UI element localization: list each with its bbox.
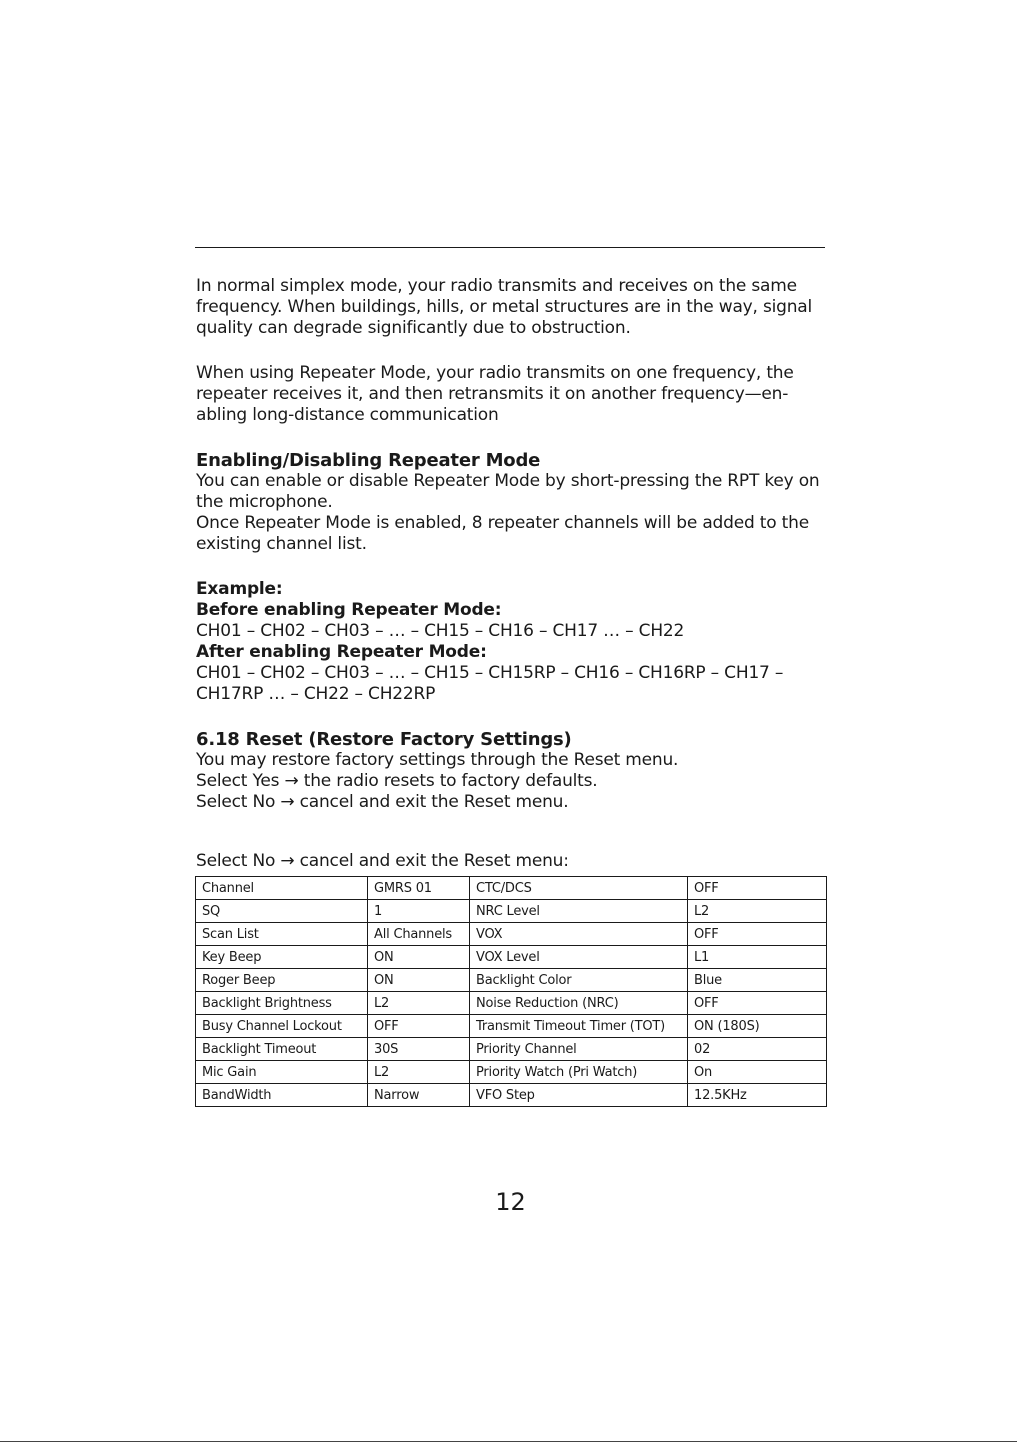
setting-value-cell: Narrow xyxy=(368,1084,470,1107)
setting-value-cell: ON (180S) xyxy=(688,1015,827,1038)
setting-name-cell: Busy Channel Lockout xyxy=(196,1015,368,1038)
table-row xyxy=(196,923,827,946)
reset-instruction-menu: You may restore factory settings through the Reset menu. xyxy=(196,750,679,770)
setting-name-cell: Mic Gain xyxy=(196,1061,368,1084)
factory-settings-table xyxy=(195,876,827,1107)
setting-value-cell: OFF xyxy=(688,992,827,1015)
table-row xyxy=(196,1084,827,1107)
setting-value-cell: OFF xyxy=(688,923,827,946)
example-after-sequence-line1: CH01 – CH02 – CH03 – … – CH15 – CH15RP – CH16 – CH16RP – CH17 – xyxy=(196,663,784,683)
example-before-sequence: CH01 – CH02 – CH03 – … – CH15 – CH16 – CH17 … – CH22 xyxy=(196,621,685,641)
setting-name-cell: CTC/DCS xyxy=(470,877,688,900)
page-bottom-border xyxy=(0,1441,1017,1442)
setting-value-cell: 12.5KHz xyxy=(688,1084,827,1107)
example-before-label: Before enabling Repeater Mode: xyxy=(196,600,502,620)
intro-paragraph-repeater: When using Repeater Mode, your radio transmits on one frequency, the repeater receives it, and then retransmits it on another frequency—en-abling long-distance communication xyxy=(196,363,794,425)
reset-instruction-no: Select No → cancel and exit the Reset menu. xyxy=(196,792,569,812)
setting-value-cell: L2 xyxy=(688,900,827,923)
setting-name-cell: Scan List xyxy=(196,923,368,946)
setting-value-cell: OFF xyxy=(368,1015,470,1038)
page-content xyxy=(196,276,828,872)
setting-value-cell: On xyxy=(688,1061,827,1084)
setting-name-cell: BandWidth xyxy=(196,1084,368,1107)
repeater-instruction-rpt: You can enable or disable Repeater Mode by short-pressing the RPT key on the microphone. xyxy=(196,471,820,512)
settings-table-caption: Select No → cancel and exit the Reset menu: xyxy=(196,851,569,871)
table-row xyxy=(196,877,827,900)
repeater-instruction-channels: Once Repeater Mode is enabled, 8 repeater channels will be added to the existing channel list. xyxy=(196,513,809,554)
setting-value-cell: L1 xyxy=(688,946,827,969)
setting-value-cell: L2 xyxy=(368,1061,470,1084)
intro-paragraph-simplex: In normal simplex mode, your radio transmits and receives on the same frequency. When buildings, hills, or metal structures are in the way, signal quality can degrade significantly due to obstruction. xyxy=(196,276,813,338)
setting-name-cell: Transmit Timeout Timer (TOT) xyxy=(470,1015,688,1038)
setting-value-cell: L2 xyxy=(368,992,470,1015)
example-after-sequence-line2: CH17RP … – CH22 – CH22RP xyxy=(196,684,436,704)
table-row xyxy=(196,946,827,969)
setting-name-cell: VOX xyxy=(470,923,688,946)
reset-instruction-yes: Select Yes → the radio resets to factory defaults. xyxy=(196,771,598,791)
setting-name-cell: Roger Beep xyxy=(196,969,368,992)
setting-name-cell: VOX Level xyxy=(470,946,688,969)
table-row xyxy=(196,1061,827,1084)
table-row xyxy=(196,1015,827,1038)
setting-name-cell: Channel xyxy=(196,877,368,900)
setting-name-cell: Backlight Timeout xyxy=(196,1038,368,1061)
example-after-label: After enabling Repeater Mode: xyxy=(196,642,487,662)
setting-name-cell: Backlight Brightness xyxy=(196,992,368,1015)
setting-value-cell: 30S xyxy=(368,1038,470,1061)
setting-value-cell: Blue xyxy=(688,969,827,992)
settings-table-body xyxy=(196,877,827,1107)
table-row xyxy=(196,1038,827,1061)
setting-name-cell: Noise Reduction (NRC) xyxy=(470,992,688,1015)
setting-value-cell: 02 xyxy=(688,1038,827,1061)
setting-name-cell: Priority Channel xyxy=(470,1038,688,1061)
setting-name-cell: NRC Level xyxy=(470,900,688,923)
setting-value-cell: ON xyxy=(368,946,470,969)
setting-value-cell: GMRS 01 xyxy=(368,877,470,900)
page-number: 12 xyxy=(495,1188,526,1216)
setting-name-cell: Key Beep xyxy=(196,946,368,969)
example-title: Example: xyxy=(196,579,283,599)
setting-value-cell: 1 xyxy=(368,900,470,923)
reset-section-heading: 6.18 Reset (Restore Factory Settings) xyxy=(196,729,572,750)
setting-name-cell: SQ xyxy=(196,900,368,923)
repeater-section-heading: Enabling/Disabling Repeater Mode xyxy=(196,450,541,471)
setting-name-cell: Backlight Color xyxy=(470,969,688,992)
table-row xyxy=(196,900,827,923)
setting-value-cell: All Channels xyxy=(368,923,470,946)
header-divider xyxy=(195,247,825,248)
table-row xyxy=(196,969,827,992)
setting-value-cell: OFF xyxy=(688,877,827,900)
table-row xyxy=(196,992,827,1015)
setting-name-cell: Priority Watch (Pri Watch) xyxy=(470,1061,688,1084)
setting-name-cell: VFO Step xyxy=(470,1084,688,1107)
setting-value-cell: ON xyxy=(368,969,470,992)
